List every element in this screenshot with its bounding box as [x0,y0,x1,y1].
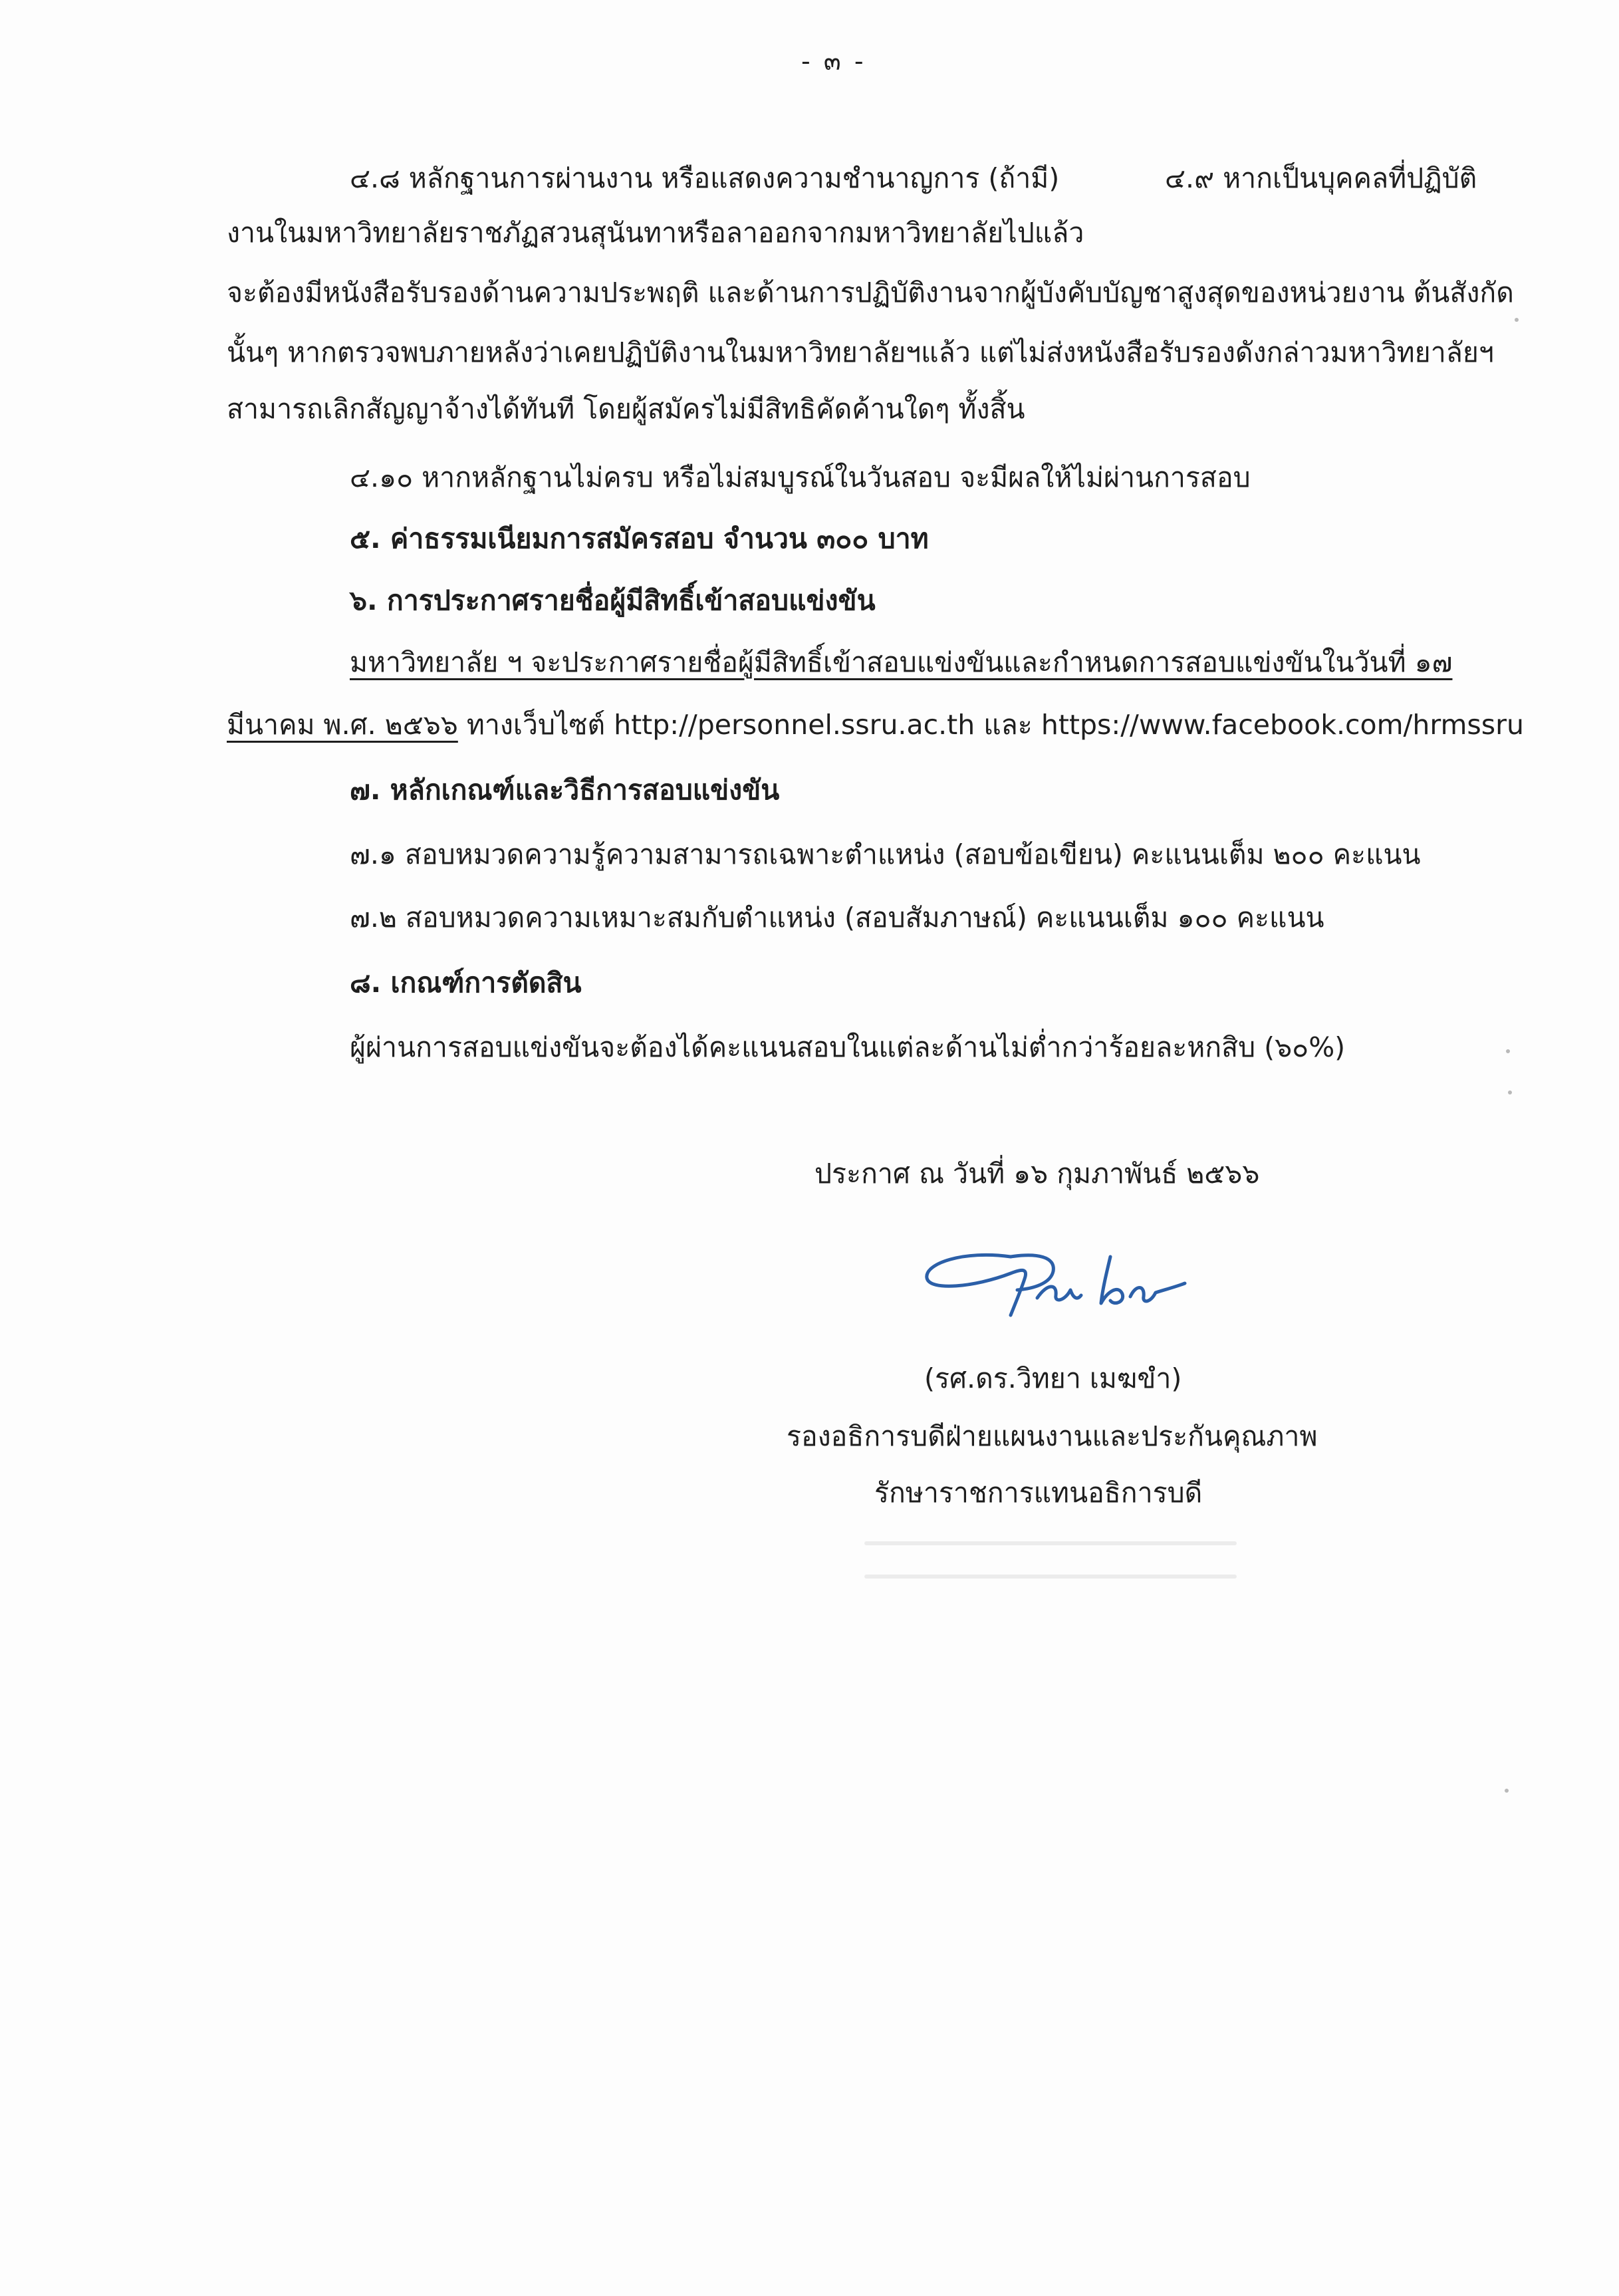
heading-announcement: ๖. การประกาศรายชื่อผู้มีสิทธิ์เข้าสอบแข่งขัน [350,584,876,616]
para-4-9-line-3: จะต้องมีหนังสือรับรองด้านความประพฤติ และด้านการปฏิบัติงานจากผู้บังคับบัญชาสูงสุดของหน่วยงาน ต้นสังกัด [227,277,1514,309]
scan-speck [1508,1090,1512,1094]
signer-title-1: รองอธิการบดีฝ่ายแผนงานและประกันคุณภาพ [787,1420,1318,1452]
signer-name: (รศ.ดร.วิทยา เมฆขำ) [924,1362,1182,1394]
announcement-line-1: มหาวิทยาลัย ฯ จะประกาศรายชื่อผู้มีสิทธิ์เข้าสอบแข่งขันและกำหนดการสอบแข่งขันในวันที่ ๑๗ [350,646,1453,678]
announce-date: ประกาศ ณ วันที่ ๑๖ กุมภาพันธ์ ๒๕๖๖ [814,1158,1260,1190]
scan-speck [1505,1789,1509,1793]
signer-title-2: รักษาราชการแทนอธิการบดี [874,1477,1203,1509]
heading-criteria: ๗. หลักเกณฑ์และวิธีการสอบแข่งขัน [350,774,780,806]
para-4-10: ๔.๑๐ หากหลักฐานไม่ครบ หรือไม่สมบูรณ์ในวันสอบ จะมีผลให้ไม่ผ่านการสอบ [350,461,1251,493]
para-4-9-line-4: นั้นๆ หากตรวจพบภายหลังว่าเคยปฏิบัติงานในมหาวิทยาลัยฯแล้ว แต่ไม่ส่งหนังสือรับรองดังกล่าวมหาวิทยาลัยฯ [227,336,1494,368]
announcement-date-underlined: มีนาคม พ.ศ. ๒๕๖๖ [227,709,458,741]
faded-stamp-line [864,1541,1237,1545]
para-4-9-start: ๔.๙ หากเป็นบุคคลที่ปฏิบัติ [1165,162,1477,194]
para-4-9-line-5: สามารถเลิกสัญญาจ้างได้ทันที โดยผู้สมัครไม่มีสิทธิคัดค้านใดๆ ทั้งสิ้น [227,393,1025,425]
criteria-written-exam: ๗.๑ สอบหมวดความรู้ความสามารถเฉพาะตำแหน่ง (สอบข้อเขียน) คะแนนเต็ม ๒๐๐ คะแนน [350,838,1421,870]
scan-speck [1506,1049,1510,1053]
heading-judgement: ๘. เกณฑ์การตัดสิน [350,967,582,999]
para-4-9-line-2: งานในมหาวิทยาลัยราชภัฏสวนสุนันทาหรือลาออกจากมหาวิทยาลัยไปแล้ว [227,217,1084,249]
para-4-8: ๔.๘ หลักฐานการผ่านงาน หรือแสดงความชำนาญการ (ถ้ามี) [350,162,1060,194]
heading-fee: ๕. ค่าธรรมเนียมการสมัครสอบ จำนวน ๓๐๐ บาท [350,523,929,555]
page-number: - ๓ - [801,47,866,76]
scan-speck [1515,318,1519,322]
judgement-text: ผู้ผ่านการสอบแข่งขันจะต้องได้คะแนนสอบในแต่ละด้านไม่ต่ำกว่าร้อยละหกสิบ (๖๐%) [350,1031,1346,1063]
announcement-websites: ทางเว็บไซต์ http://personnel.ssru.ac.th และ https://www.facebook.com/hrmssru [457,709,1524,741]
announcement-line-2 [227,705,1524,745]
criteria-interview: ๗.๒ สอบหมวดความเหมาะสมกับตำแหน่ง (สอบสัมภาษณ์) คะแนนเต็ม ๑๐๐ คะแนน [350,902,1324,934]
faded-stamp-line [864,1575,1237,1579]
signature-image [911,1237,1190,1343]
